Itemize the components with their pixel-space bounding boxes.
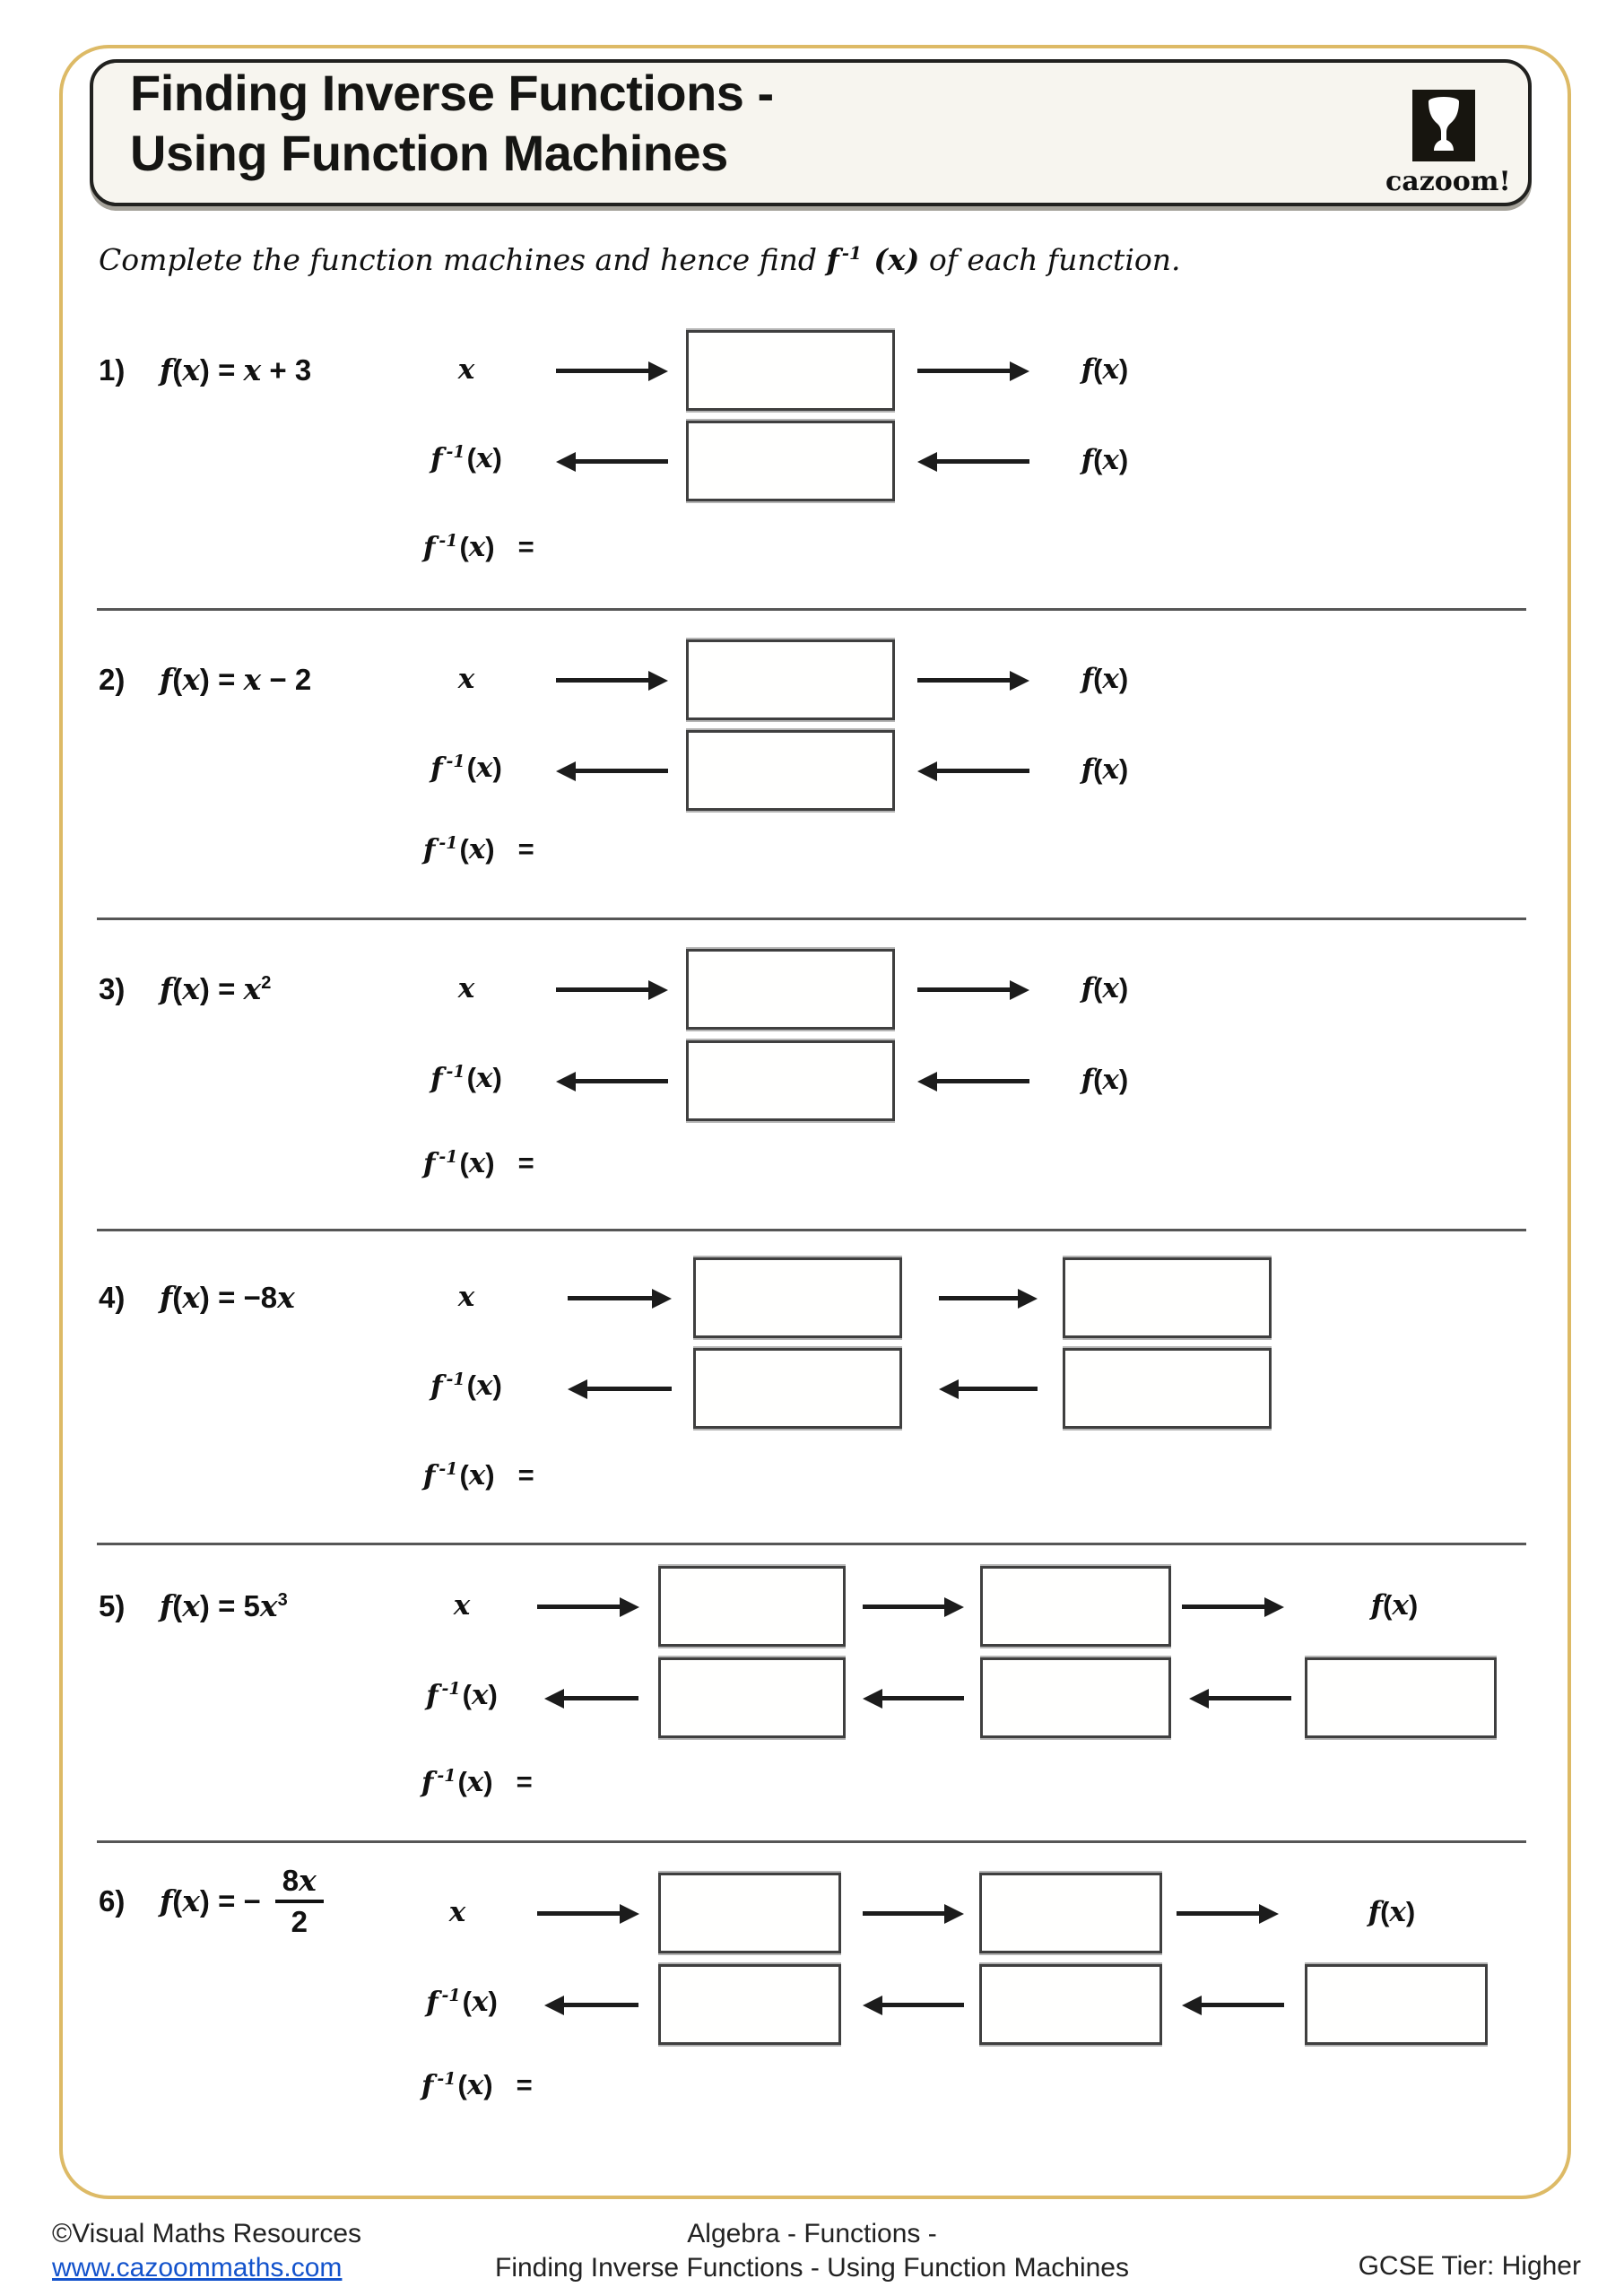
q5-answer-line: f $^{-1}$(x) = [421,1766,533,1799]
q1-inverse-input-fx: f(x) [1081,444,1129,476]
q5-machine-box-forward-1[interactable] [658,1566,846,1647]
separator-1 [97,608,1526,611]
q3-output-fx: f(x) [1081,972,1129,1004]
q4-machine-box-inverse-2[interactable] [1063,1348,1272,1429]
question-5-label: 5) $f(x) = 5x^3$ [99,1588,288,1623]
q6-arrow-right-1 [537,1911,620,1916]
q4-input-x: x [457,1281,475,1313]
instruction-post: of each function. [928,242,1181,277]
page-title [130,63,774,183]
q6-arrow-left-3 [1202,2003,1284,2007]
q2-arrow-left-1 [576,769,668,773]
q2-inverse-input-fx: f(x) [1081,753,1129,786]
q5-arrow-right-1 [537,1605,620,1609]
q6-inverse-label: f $^{-1}$(x) [426,1986,498,2019]
q6-answer-line: f $^{-1}$(x) = [421,2069,533,2102]
q5-arrow-left-3 [1209,1696,1291,1700]
question-1-label: 1) f(x) = x + 3 [99,352,312,387]
q5-machine-box-forward-2[interactable] [980,1566,1171,1647]
q1-answer-line: f $^{-1}$(x) = [423,531,534,564]
copyright-text: ©Visual Maths Resources [52,2219,362,2248]
footer-worksheet-title: Finding Inverse Functions - Using Function Machines [495,2253,1129,2283]
q6-arrow-right-3 [1177,1911,1259,1916]
q2-answer-line: f $^{-1}$(x) = [423,833,534,866]
q5-machine-box-inverse-2[interactable] [980,1657,1171,1738]
q6-arrow-right-2 [863,1911,944,1916]
q3-machine-box-inverse[interactable] [686,1040,895,1121]
question-6-label: 6) f(x) = − $\frac{8x}{2}$ [99,1864,324,1939]
q5-inverse-label: f $^{-1}$(x) [426,1679,498,1712]
q6-arrow-left-2 [882,2003,964,2007]
q3-machine-box-forward[interactable] [686,949,895,1030]
q4-inverse-label: f $^{-1}$(x) [430,1370,502,1403]
q4-arrow-left-2 [959,1387,1038,1391]
q6-machine-box-inverse-2[interactable] [979,1964,1162,2045]
cazoom-logo [1385,90,1511,197]
q6-arrow-left-1 [564,2003,638,2007]
q1-arrow-left-1 [576,459,668,464]
q5-arrow-right-3 [1182,1605,1264,1609]
q6-machine-box-inverse-3[interactable] [1305,1964,1488,2045]
q4-machine-box-forward-1[interactable] [693,1257,902,1338]
q4-answer-line: f $^{-1}$(x) = [423,1459,534,1492]
q1-output-fx: f(x) [1081,353,1129,386]
q3-arrow-right-1 [556,987,648,992]
separator-4 [97,1543,1526,1545]
q4-arrow-right-2 [939,1296,1018,1300]
q5-input-x: x [453,1589,471,1622]
separator-2 [97,918,1526,920]
q5-machine-box-inverse-1[interactable] [658,1657,846,1738]
q6-machine-box-inverse-1[interactable] [658,1964,841,2045]
q2-output-fx: f(x) [1081,663,1129,695]
q1-machine-box-forward[interactable] [686,330,895,411]
question-2-label: 2) f(x) = x − 2 [99,662,312,697]
q5-arrow-left-1 [564,1696,638,1700]
footer-tier: GCSE Tier: Higher [1358,2251,1581,2281]
q2-input-x: x [457,663,475,695]
separator-3 [97,1229,1526,1231]
instruction-pre: Complete the function machines and hence find [99,242,817,277]
q2-machine-box-inverse[interactable] [686,730,895,811]
q5-arrow-right-2 [863,1605,944,1609]
q2-arrow-right-1 [556,678,648,683]
cazoom-drum-icon [1412,90,1475,161]
title-line-2: Using Function Machines [130,125,728,181]
q1-input-x: x [457,353,475,386]
instruction-text [99,242,1181,277]
q6-machine-box-forward-1[interactable] [658,1873,841,1953]
q2-arrow-left-2 [937,769,1029,773]
q3-arrow-right-2 [917,987,1010,992]
q1-inverse-label: f $^{-1}$(x) [430,442,502,475]
q4-machine-box-inverse-1[interactable] [693,1348,902,1429]
q4-arrow-right-1 [568,1296,652,1300]
q1-machine-box-inverse[interactable] [686,421,895,501]
q1-arrow-left-2 [937,459,1029,464]
q1-arrow-right-1 [556,369,648,373]
q3-arrow-left-1 [576,1079,668,1083]
q5-output-fx: f(x) [1370,1589,1419,1622]
question-4-label: 4) f(x) = −8x [99,1280,295,1315]
q6-machine-box-forward-2[interactable] [979,1873,1162,1953]
q3-inverse-label: f $^{-1}$(x) [430,1062,502,1095]
q4-arrow-left-1 [587,1387,672,1391]
q3-input-x: x [457,972,475,1004]
q1-arrow-right-2 [917,369,1010,373]
footer-topic-line: Algebra - Functions - [687,2219,937,2248]
q3-inverse-input-fx: f(x) [1081,1064,1129,1096]
q5-arrow-left-2 [882,1696,964,1700]
q5-machine-box-inverse-3[interactable] [1305,1657,1497,1738]
instruction-inverse-notation: f $^{-1}$ (x) [826,242,920,277]
q2-arrow-right-2 [917,678,1010,683]
q2-machine-box-forward[interactable] [686,639,895,720]
q6-fraction: $\frac{8x}{2}$ [275,1864,324,1939]
cazoommaths-link[interactable]: www.cazoommaths.com [52,2253,343,2283]
q2-inverse-label: f $^{-1}$(x) [430,752,502,785]
question-3-label: 3) $f(x) = x^2$ [99,971,272,1006]
q3-answer-line: f $^{-1}$(x) = [423,1147,534,1180]
q6-input-x: x [448,1896,466,1928]
title-line-1: Finding Inverse Functions - [130,65,774,121]
q6-output-fx: f(x) [1368,1896,1416,1928]
cazoom-logo-text: cazoom! [1385,166,1511,197]
q3-arrow-left-2 [937,1079,1029,1083]
q4-machine-box-forward-2[interactable] [1063,1257,1272,1338]
separator-5 [97,1840,1526,1843]
